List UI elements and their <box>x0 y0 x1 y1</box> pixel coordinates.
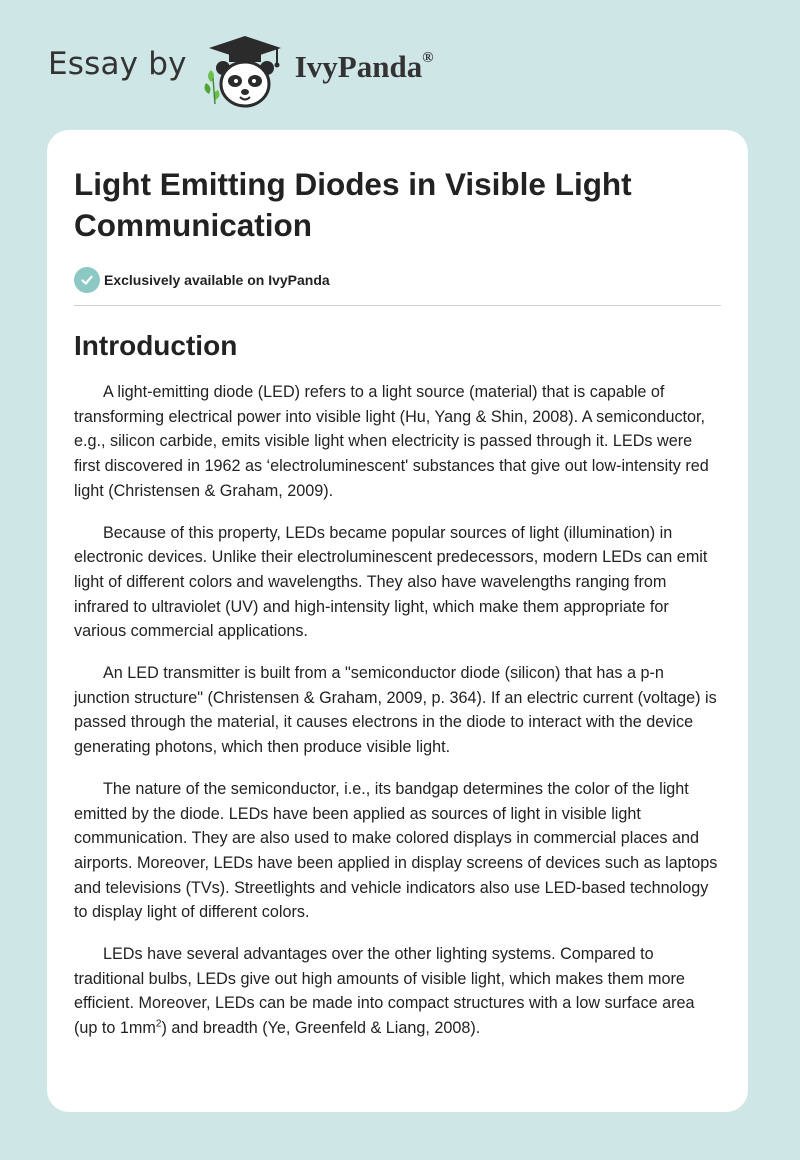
article-title: Light Emitting Diodes in Visible Light Communication <box>74 166 632 243</box>
superscript: 2 <box>155 1018 162 1030</box>
paragraph: The nature of the semiconductor, i.e., its bandgap determines the color of the light emitted by the diode. LEDs have been applied as sources of light in visible light communication. They are also used to make colored displays in commercial places and airports. Moreover, LEDs have been applied in display screens of devices such as laptops and televisions (TVs). Streetlights and vehicle indicators also use LED-based technology to display light of different colors. <box>74 779 718 922</box>
article-card <box>47 130 748 1112</box>
section-title: Introduction <box>74 330 238 361</box>
essay-by-label: Essay by <box>48 46 187 82</box>
exclusive-badge <box>74 266 721 294</box>
brand-name-text: IvyPanda <box>294 49 423 84</box>
paragraph-text: ) and breadth (Ye, Greenfeld & Liang, 2008). <box>161 1019 481 1038</box>
registered-mark: ® <box>422 49 434 66</box>
check-circle-icon <box>74 267 100 293</box>
paragraph: An LED transmitter is built from a "semiconductor diode (silicon) that has a p-n junction structure" (Christensen & Graham, 2009, p. 364). If an electric current (voltage) is passed through the material, it causes electrons in the diode to interact with the device generating photons, which then produce visible light. <box>74 664 717 757</box>
site-header <box>48 30 433 110</box>
brand-name[interactable] <box>295 49 434 85</box>
badge-label: Exclusively available on IvyPanda <box>104 272 330 288</box>
paragraph <box>74 942 721 1041</box>
paragraph-text: LEDs have several advantages over the other lighting systems. Compared to traditional bulbs, LEDs give out high amounts of visible light, which makes them more efficient. Moreover, LEDs can be made into compact structures with a low surface area (up to 1mm <box>74 945 695 1038</box>
paragraph: Because of this property, LEDs became popular sources of light (illumination) in electronic devices. Unlike their electroluminescent predecessors, modern LEDs can emit light of different colors and wavelengths. They also have wavelengths ranging from infrared to ultraviolet (UV) and high-intensity light, which make them appropriate for various commercial applications. <box>74 523 708 641</box>
paragraph: A light-emitting diode (LED) refers to a light source (material) that is capable of transforming electrical power into visible light (Hu, Yang & Shin, 2008). A semiconductor, e.g., silicon carbide, emits visible light when electricity is passed through it. LEDs were first discovered in 1962 as ‘electroluminescent' substances that give out low-intensity red light (Christensen & Graham, 2009). <box>74 383 709 500</box>
panda-logo-icon[interactable] <box>201 30 289 110</box>
divider <box>74 305 721 306</box>
